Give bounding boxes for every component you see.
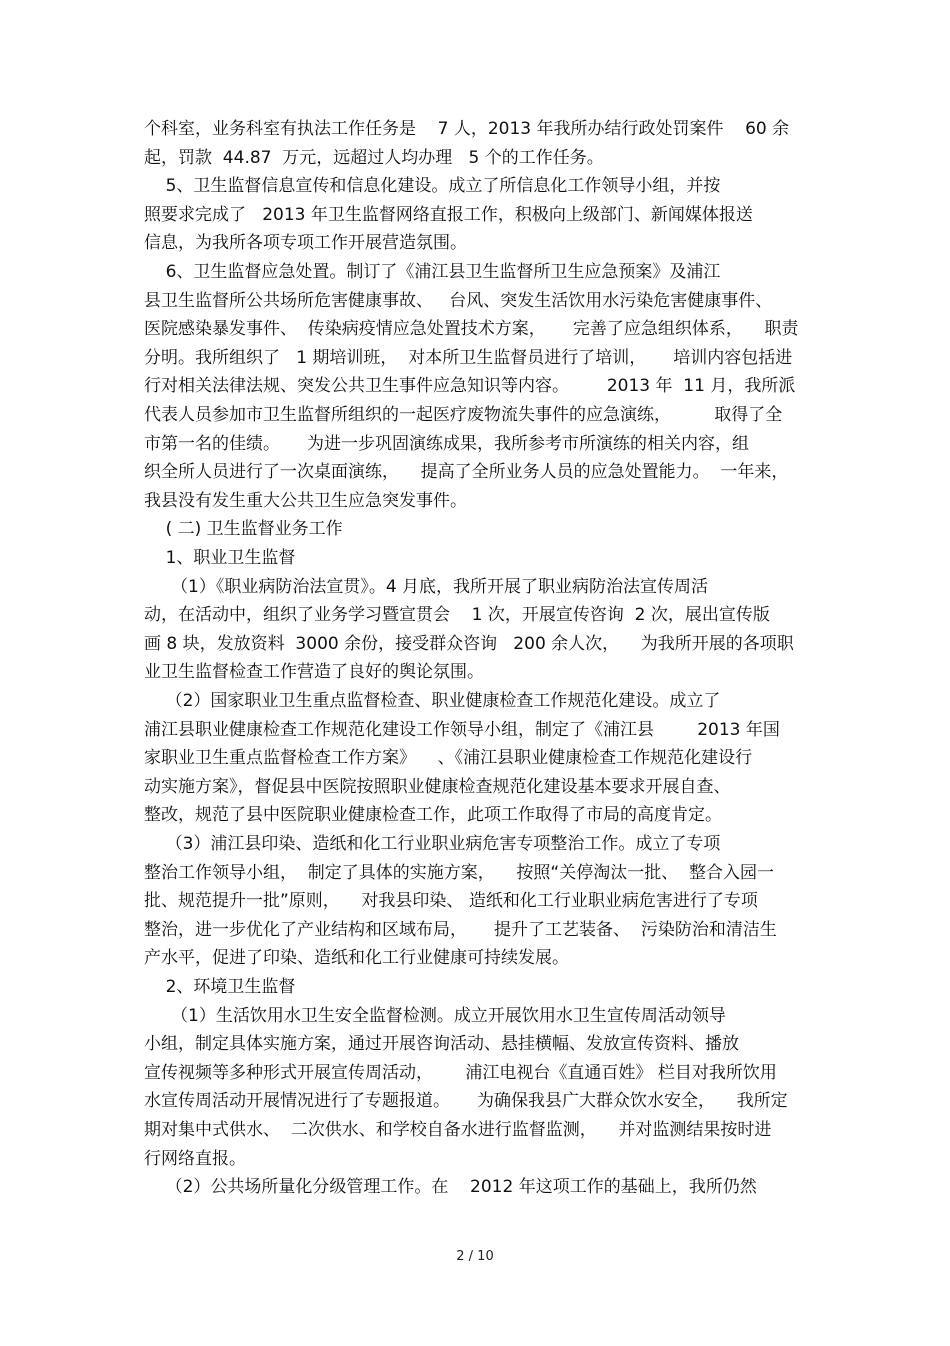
paragraph bbox=[144, 172, 824, 258]
text-line: 2、环境卫生监督 bbox=[144, 977, 296, 997]
paragraph bbox=[144, 573, 824, 687]
text-line: 个科室，业务科室有执法工作任务是 7 人，2013 年我所办结行政处罚案件 60 余 bbox=[144, 119, 790, 139]
paragraph bbox=[144, 1173, 824, 1202]
text-line: 我县没有发生重大公共卫生应急突发事件。 bbox=[144, 490, 467, 511]
text-line: （2）公共场所量化分级管理工作。在 2012 年这项工作的基础上，我所仍然 bbox=[144, 1177, 757, 1198]
text-line: 1、职业卫生监督 bbox=[144, 548, 296, 568]
text-line: 行对相关法律法规、突发公共卫生事件应急知识等内容。 2013 年 11 月，我所派 bbox=[144, 376, 796, 397]
text-line: 批、规范提升一批”原则， 对我县印染、 造纸和化工行业职业病危害进行了专项 bbox=[144, 891, 758, 912]
paragraph bbox=[144, 687, 824, 830]
text-line: 5、卫生监督信息宣传和信息化建设。成立了所信息化工作领导小组，并按 bbox=[144, 176, 721, 197]
text-line: 产水平，促进了印染、造纸和化工行业健康可持续发展。 bbox=[144, 948, 569, 969]
text-line: 起，罚款 44.87 万元，远超过人均办理 5 个的工作任务。 bbox=[144, 147, 604, 168]
text-line: 信息，为我所各项专项工作开展营造氛围。 bbox=[144, 233, 467, 254]
text-line: （2）国家职业卫生重点监督检查、职业健康检查工作规范化建设。成立了 bbox=[144, 691, 721, 711]
text-line: 市第一名的佳绩。 为进一步巩固演练成果，我所参考市所演练的相关内容，组 bbox=[144, 433, 750, 454]
paragraph bbox=[144, 115, 824, 172]
paragraph bbox=[144, 973, 824, 1002]
text-line: 动，在活动中，组织了业务学习暨宣贯会 1 次，开展宣传咨询 2 次，展出宣传版 bbox=[144, 605, 770, 626]
text-line: （3）浦江县印染、造纸和化工行业职业病危害专项整治工作。成立了专项 bbox=[144, 834, 721, 854]
text-line: 行网络直报。 bbox=[144, 1148, 246, 1169]
text-line: 整改，规范了县中医院职业健康检查工作，此项工作取得了市局的高度肯定。 bbox=[144, 805, 722, 826]
text-line: 整治工作领导小组， 制定了具体的实施方案， 按照“关停淘汰一批、 整合入园一 bbox=[144, 862, 775, 883]
text-line: 织全所人员进行了一次桌面演练， 提高了全所业务人员的应急处置能力。 一年来， bbox=[144, 462, 789, 483]
paragraph bbox=[144, 258, 824, 515]
text-line: 水宣传周活动开展情况进行了专题报道。 为确保我县广大群众饮水安全， 我所定 bbox=[144, 1091, 788, 1112]
text-line: 家职业卫生重点监督检查工作方案》 、《浦江县职业健康检查工作规范化建设行 bbox=[144, 748, 753, 769]
paragraph bbox=[144, 544, 824, 573]
text-line: 宣传视频等多种形式开展宣传周活动， 浦江电视台《直通百姓》 栏目对我所饮用 bbox=[144, 1062, 777, 1083]
text-line: 照要求完成了 2013 年卫生监督网络直报工作，积极向上级部门、新闻媒体报送 bbox=[144, 204, 753, 225]
text-line: 动实施方案》，督促县中医院按照职业健康检查规范化建设基本要求开展自查、 bbox=[144, 776, 731, 797]
paragraph bbox=[144, 830, 824, 973]
text-line: 业卫生监督检查工作营造了良好的舆论氛围。 bbox=[144, 662, 484, 683]
text-line: （1）《职业病防治法宣贯》。4 月底，我所开展了职业病防治法宣传周活 bbox=[144, 576, 709, 597]
page-number: 2 / 10 bbox=[456, 1249, 494, 1264]
text-line: 画 8 块，发放资料 3000 余份，接受群众咨询 200 余人次， 为我所开展的各项职 bbox=[144, 633, 794, 654]
text-line: ( 二) 卫生监督业务工作 bbox=[144, 519, 343, 540]
text-line: 期对集中式供水、 二次供水、和学校自备水进行监督监测， 并对监测结果按时进 bbox=[144, 1119, 772, 1140]
text-line: （1）生活饮用水卫生安全监督检测。成立开展饮用水卫生宣传周活动领导 bbox=[144, 1005, 726, 1026]
paragraph bbox=[144, 515, 824, 544]
paragraph bbox=[144, 1002, 824, 1174]
text-line: 医院感染暴发事件、 传染病疫情应急处置技术方案， 完善了应急组织体系， 职责 bbox=[144, 319, 799, 340]
text-line: 整治，进一步优化了产业结构和区域布局， 提升了工艺装备、 污染防治和清洁生 bbox=[144, 919, 777, 940]
text-line: 浦江县职业健康检查工作规范化建设工作领导小组，制定了《浦江县 2013 年国 bbox=[144, 719, 780, 740]
text-line: 县卫生监督所公共场所危害健康事故、 台风、突发生活饮用水污染危害健康事件、 bbox=[144, 290, 773, 311]
text-line: 代表人员参加市卫生监督所组织的一起医疗废物流失事件的应急演练， 取得了全 bbox=[144, 404, 783, 425]
text-line: 分明。我所组织了 1 期培训班， 对本所卫生监督员进行了培训， 培训内容包括进 bbox=[144, 347, 793, 368]
text-line: 6、卫生监督应急处置。制订了《浦江县卫生监督所卫生应急预案》及浦江 bbox=[144, 262, 721, 282]
text-line: 小组，制定具体实施方案，通过开展咨询活动、悬挂横幅、发放宣传资料、播放 bbox=[144, 1034, 739, 1055]
